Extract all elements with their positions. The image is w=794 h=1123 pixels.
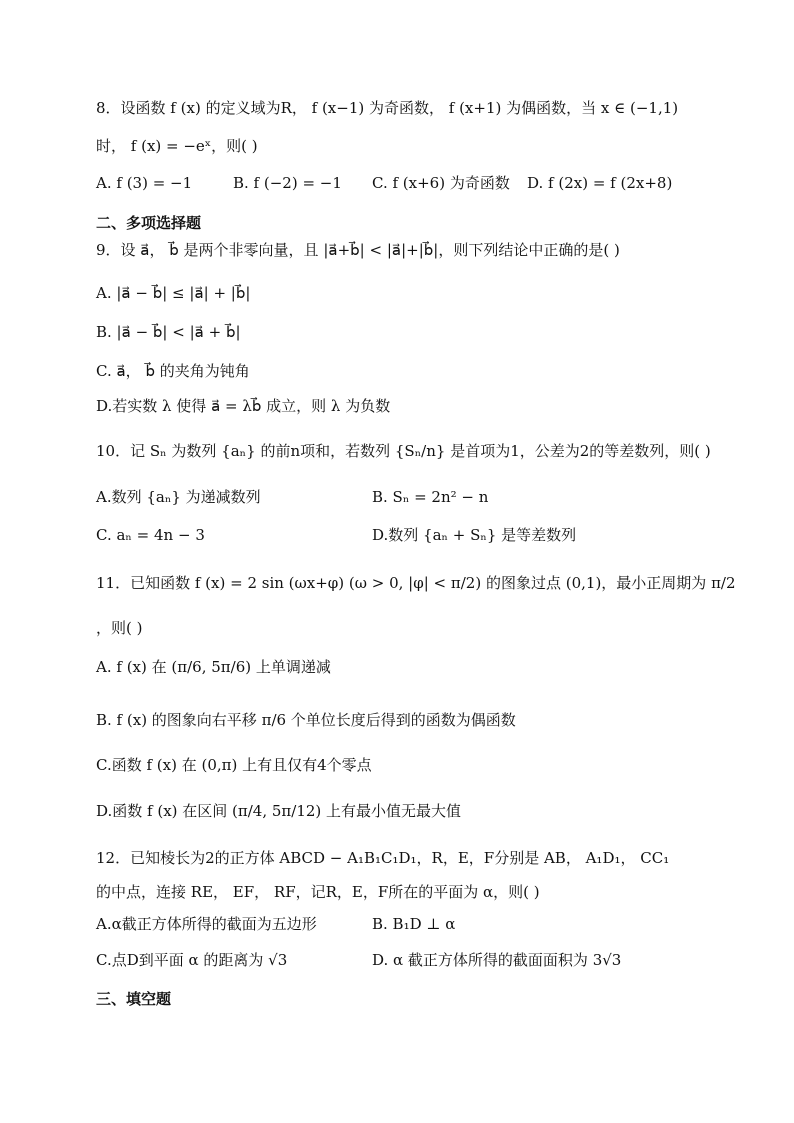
q12-option-b: B. B₁D ⊥ α [372, 915, 456, 933]
q8-option-a: A. f (3) = −1 [96, 174, 193, 192]
q12-stem-line1: 12．已知棱长为2的正方体 ABCD − A₁B₁C₁D₁，R，E，F分别是 AB， A₁D₁， CC₁ [96, 849, 670, 867]
q12-option-d: D. α 截正方体所得的截面面积为 3√3 [372, 951, 622, 969]
q11-stem-line2: ，则( ) [96, 619, 143, 637]
section-title-multiple-choice: 二、多项选择题 [96, 214, 202, 232]
q8-option-b: B. f (−2) = −1 [233, 174, 342, 192]
q8-option-c: C. f (x+6) 为奇函数 [372, 174, 510, 192]
q9-option-d: D.若实数 λ 使得 a⃗ = λb⃗ 成立，则 λ 为负数 [96, 397, 391, 415]
q12-stem-line2: 的中点，连接 RE， EF， RF，记R，E，F所在的平面为 α，则( ) [96, 883, 540, 901]
q10-option-d: D.数列 {aₙ + Sₙ} 是等差数列 [372, 526, 577, 544]
q8-stem-line1: 8．设函数 f (x) 的定义域为R， f (x−1) 为奇函数， f (x+1) 为偶函数，当 x ∈ (−1,1) [96, 99, 679, 117]
q10-stem: 10．记 Sₙ 为数列 {aₙ} 的前n项和，若数列 {Sₙ/n} 是首项为1，公差为2的等差数列，则( ) [96, 442, 711, 460]
q12-option-c: C.点D到平面 α 的距离为 √3 [96, 951, 288, 969]
q9-option-c: C. a⃗， b⃗ 的夹角为钝角 [96, 362, 250, 380]
q10-option-c: C. aₙ = 4n − 3 [96, 526, 205, 544]
q10-option-b: B. Sₙ = 2n² − n [372, 488, 489, 506]
q11-option-d: D.函数 f (x) 在区间 (π/4, 5π/12) 上有最小值无最大值 [96, 802, 462, 820]
q11-option-c: C.函数 f (x) 在 (0,π) 上有且仅有4个零点 [96, 756, 372, 774]
q8-option-d: D. f (2x) = f (2x+8) [527, 174, 673, 192]
q10-option-a: A.数列 {aₙ} 为递减数列 [96, 488, 261, 506]
section-title-fill-in: 三、填空题 [96, 990, 172, 1008]
q11-stem-line1: 11．已知函数 f (x) = 2 sin (ωx+φ) (ω > 0, |φ| < π/2) 的图象过点 (0,1)，最小正周期为 π/2 [96, 574, 736, 592]
q12-option-a: A.α截正方体所得的截面为五边形 [96, 915, 317, 933]
q9-option-b: B. |a⃗ − b⃗| < |a⃗ + b⃗| [96, 323, 241, 341]
q11-option-a: A. f (x) 在 (π/6, 5π/6) 上单调递减 [96, 658, 331, 676]
q9-stem: 9．设 a⃗， b⃗ 是两个非零向量，且 |a⃗+b⃗| < |a⃗|+|b⃗|，则下列结论中正确的是( ) [96, 241, 620, 259]
q8-stem-line2: 时， f (x) = −eˣ，则( ) [96, 137, 258, 155]
q9-option-a: A. |a⃗ − b⃗| ≤ |a⃗| + |b⃗| [96, 284, 251, 302]
q11-option-b: B. f (x) 的图象向右平移 π/6 个单位长度后得到的函数为偶函数 [96, 711, 516, 729]
